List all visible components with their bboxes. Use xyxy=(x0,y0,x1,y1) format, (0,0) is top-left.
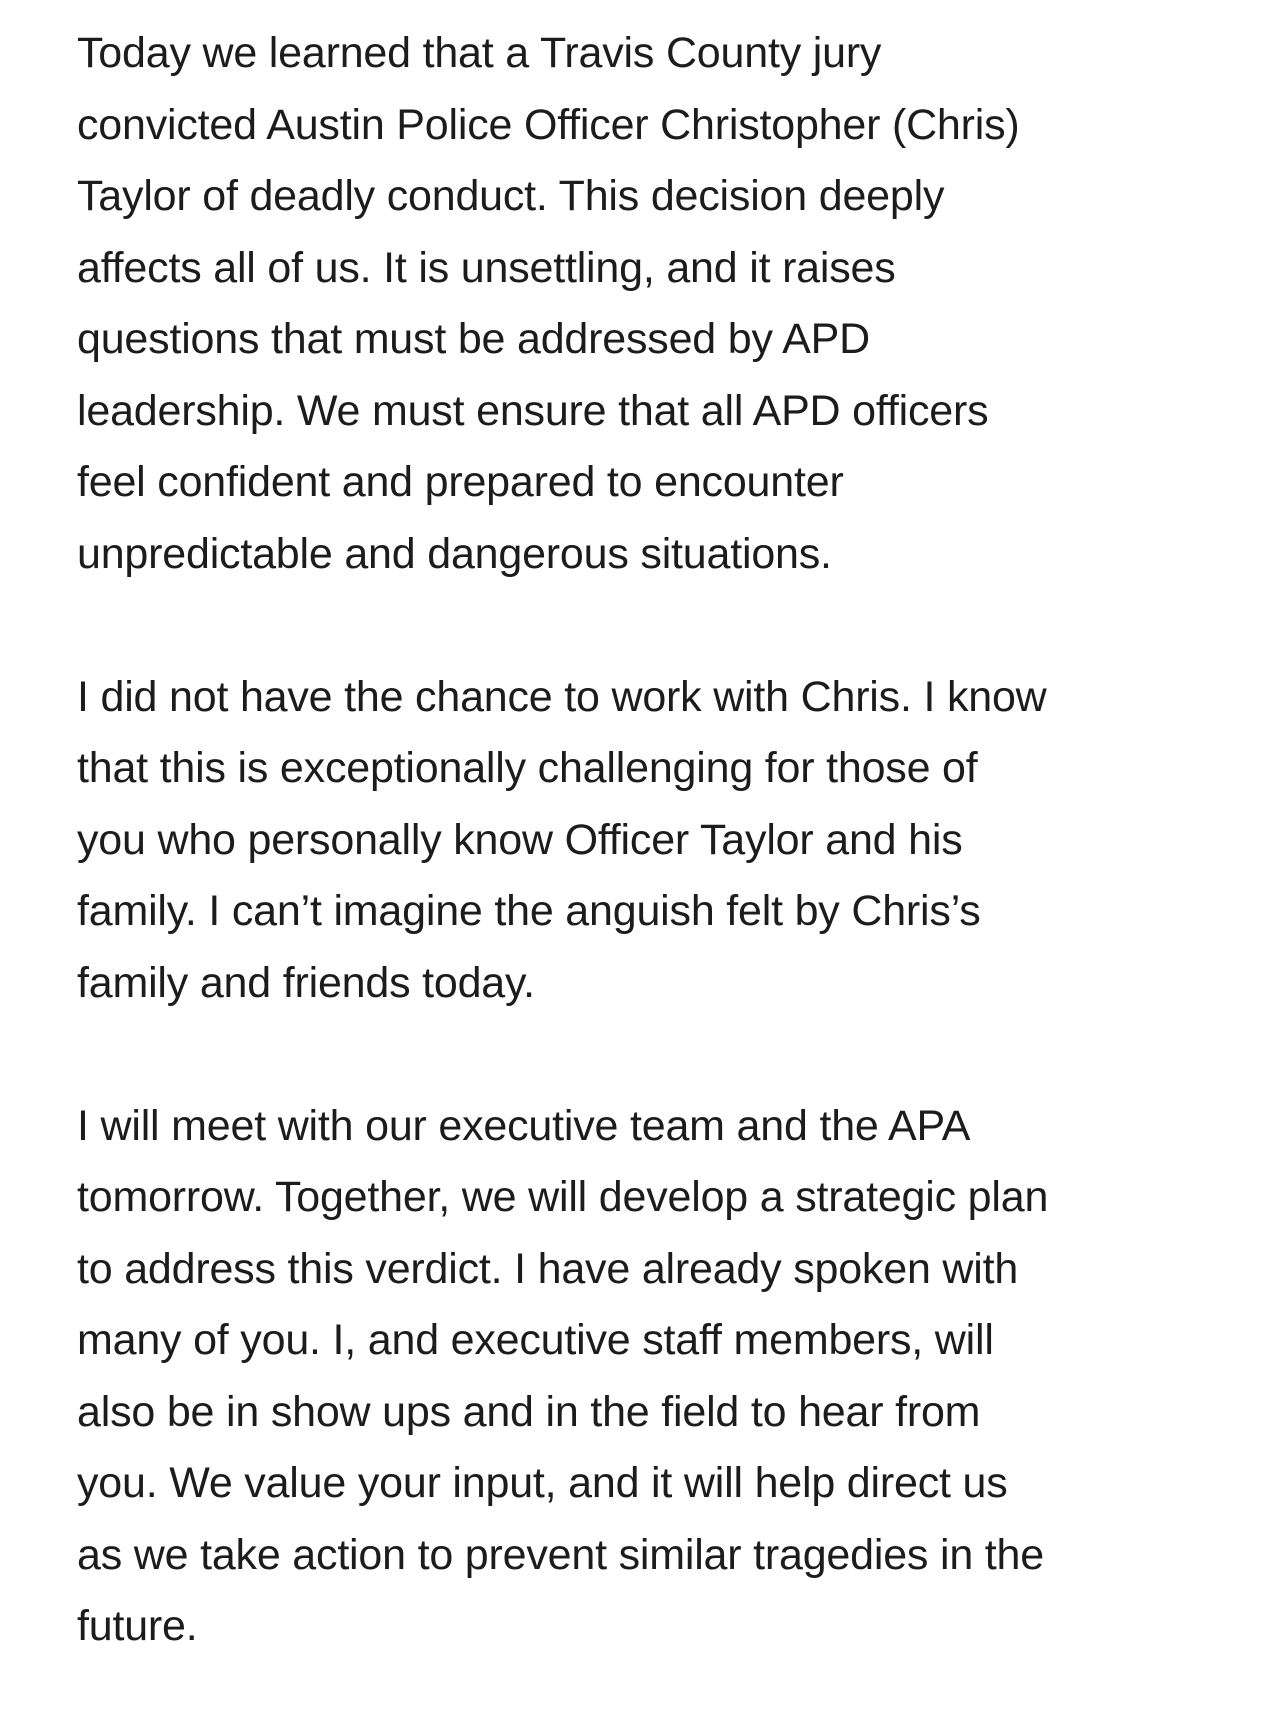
text-line: I did not have the chance to work with Chris. I know xyxy=(77,672,1047,721)
text-line: you. We value your input, and it will help direct us xyxy=(77,1459,1008,1507)
text-line: Taylor of deadly conduct. This decision deeply xyxy=(77,172,945,220)
text-line: unpredictable and dangerous situations. xyxy=(77,529,832,578)
paragraph-2 xyxy=(77,662,1227,1020)
paragraph-3 xyxy=(77,1091,1227,1663)
text-line: also be in show ups and in the field to hear from xyxy=(77,1387,981,1436)
text-line: many of you. I, and executive staff members, will xyxy=(77,1316,994,1364)
text-line: affects all of us. It is unsettling, and it raises xyxy=(77,243,896,292)
text-line: convicted Austin Police Officer Christopher (Chris) xyxy=(77,100,1020,149)
text-line: Today we learned that a Travis County jury xyxy=(77,29,882,77)
text-line: that this is exceptionally challenging for those of xyxy=(77,744,978,792)
text-line: as we take action to prevent similar tragedies in the xyxy=(77,1530,1044,1579)
paragraph-1 xyxy=(77,18,1227,590)
text-line: family and friends today. xyxy=(77,958,535,1007)
text-line: you who personally know Officer Taylor and his xyxy=(77,815,963,864)
text-line: feel confident and prepared to encounter xyxy=(77,458,844,506)
text-line: I will meet with our executive team and the APA xyxy=(77,1101,971,1150)
text-line: future. xyxy=(77,1602,198,1650)
paragraph-spacer xyxy=(77,1019,1227,1091)
note-body xyxy=(77,18,1227,1663)
text-line: family. I can’t imagine the anguish felt by Chris’s xyxy=(77,887,981,935)
text-line: tomorrow. Together, we will develop a strategic plan xyxy=(77,1173,1049,1221)
text-line: leadership. We must ensure that all APD officers xyxy=(77,386,989,435)
text-line: to address this verdict. I have already spoken with xyxy=(77,1244,1019,1293)
text-line: questions that must be addressed by APD xyxy=(77,315,870,363)
paragraph-spacer xyxy=(77,590,1227,662)
